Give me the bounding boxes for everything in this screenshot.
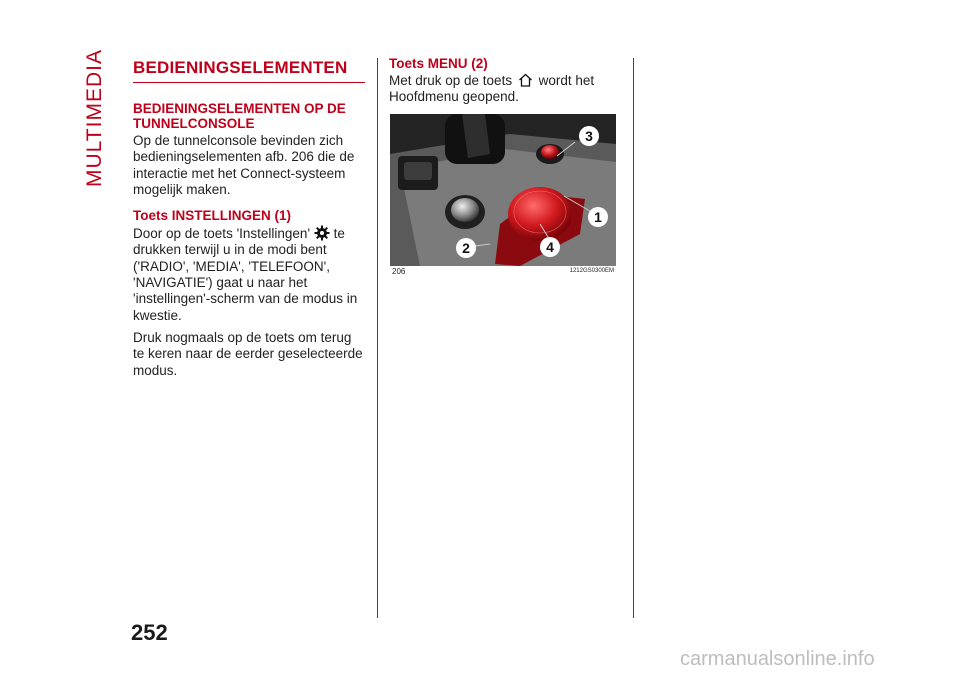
menu-text-before: Met druk op de toets [389, 73, 513, 88]
callout-2-label: 2 [462, 240, 470, 256]
settings-key-paragraph [133, 225, 365, 324]
figure-code: 1212GS0300EM [569, 268, 614, 274]
console-illustration [390, 114, 616, 266]
left-column [133, 58, 365, 385]
callout-2 [456, 238, 476, 258]
settings-text-after: te drukken terwijl u in de modi bent ('RADIO', 'MEDIA', 'TELEFOON', 'NAVIGATIE') gaat u naar het 'instellingen'-scherm van de modus in kwestie. [133, 226, 358, 323]
subheading: BEDIENINGSELEMENTEN OP DE TUNNELCONSOLE [133, 101, 346, 131]
callout-4-label: 4 [546, 239, 554, 255]
callout-3-label: 3 [585, 128, 593, 144]
heading-rule [133, 82, 365, 83]
home-icon [518, 73, 533, 87]
settings-key-title: Toets INSTELLINGEN (1) [133, 208, 292, 224]
right-column [389, 56, 619, 112]
settings-text-before: Door op de toets 'Instellingen' [133, 226, 311, 242]
callout-1 [588, 207, 608, 227]
callout-1-label: 1 [594, 209, 602, 225]
settings-key-paragraph-2: Druk nogmaals op de toets om terug te keren naar de eerder geselecteerde modus. [133, 329, 363, 378]
menu-key-paragraph [389, 73, 619, 106]
callout-4 [540, 237, 560, 257]
intro-paragraph: Op de tunnelconsole bevinden zich bedieningselementen afb. 206 die de interactie met het Connect-systeem mogelijk maken. [133, 133, 355, 197]
menu-key-title: Toets MENU (2) [389, 56, 488, 71]
column-divider-left [377, 58, 378, 618]
page-heading: BEDIENINGSELEMENTEN [133, 58, 348, 77]
watermark: carmanualsonline.info [680, 648, 875, 670]
callout-3 [579, 126, 599, 146]
figure-number: 206 [392, 267, 406, 276]
gear-icon [314, 225, 330, 241]
console-figure [390, 114, 616, 266]
column-divider-right [633, 58, 634, 618]
page-number: 252 [131, 620, 168, 645]
section-label [80, 40, 110, 200]
menu-text-after: wordt het Hoofdmenu geopend. [389, 73, 595, 105]
section-label-text: MULTIMEDIA [83, 49, 106, 187]
